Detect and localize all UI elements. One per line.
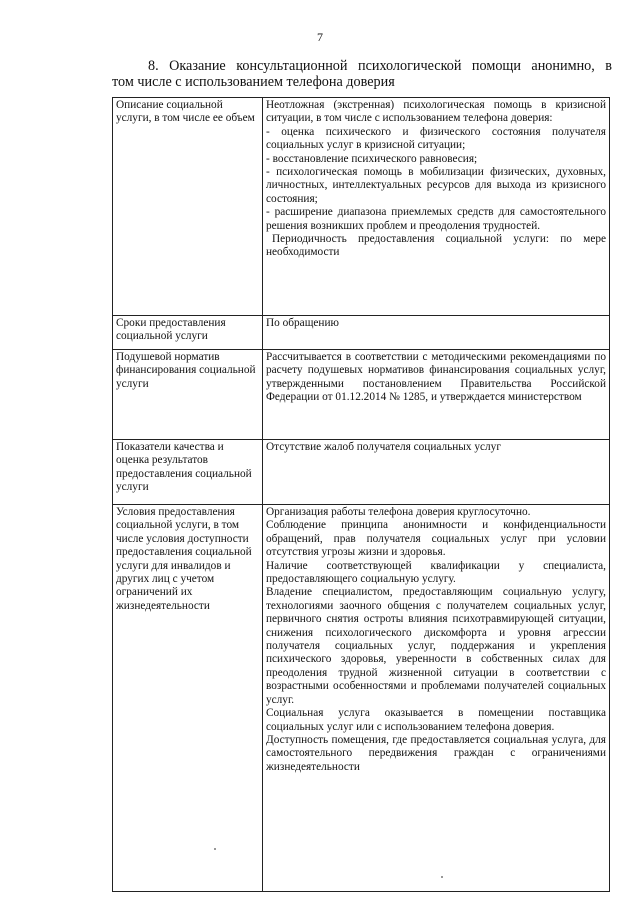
row-content-description: [263, 98, 610, 316]
content-paragraph: Доступность помещения, где предоставляется социальная услуга, для самостоятельного передвижения граждан с ограничениями жизнедеятельности: [266, 733, 606, 773]
table-row-funding-norm: [113, 350, 610, 440]
row-content-conditions: [263, 505, 610, 892]
row-label-quality: Показатели качества и оценка результатов предоставления социальной услуги: [113, 440, 263, 505]
scan-speck: [214, 848, 216, 850]
row-label-terms: Сроки предоставления социальной услуги: [113, 316, 263, 350]
row-content-funding-norm: [263, 350, 610, 440]
content-paragraph: Социальная услуга оказывается в помещении поставщика социальных услуг или с использованием телефона доверия.: [266, 707, 606, 733]
scan-speck: [441, 876, 443, 878]
row-content-quality: [263, 440, 610, 505]
row-label-description: Описание социальной услуги, в том числе ее объем: [113, 98, 263, 316]
content-paragraph: По обращению: [266, 317, 339, 329]
section-heading-line-1: 8. Оказание консультационной психологической помощи анонимно, в: [148, 58, 612, 74]
content-paragraph: Организация работы телефона доверия круглосуточно.: [266, 506, 531, 518]
content-paragraph: Соблюдение принципа анонимности и конфиденциальности обращений, прав получателя социальных услуг при условии отсутствия угрозы жизни и здоровья.: [266, 519, 606, 559]
content-paragraph: Отсутствие жалоб получателя социальных услуг: [266, 441, 501, 453]
content-list-item: - расширение диапазона приемлемых средств для самостоятельного решения возникших проблем и преодоления трудностей.: [266, 206, 606, 232]
section-heading-line-2: том числе с использованием телефона доверия: [112, 74, 395, 90]
page-number: 7: [317, 30, 323, 44]
table-row-terms: [113, 316, 610, 350]
table-row-description: [113, 98, 610, 316]
row-label-conditions: Условия предоставления социальной услуги, в том числе условия доступности предоставления социальной услуги для инвалидов и других лиц с учетом ограничений их жизнедеятельности: [113, 505, 263, 892]
service-table: [112, 97, 610, 892]
content-paragraph: Рассчитывается в соответствии с методическими рекомендациями по расчету подушевых нормативов финансирования социальных услуг, утвержденными постановлением Правительства Российской Федерации от 01.12.2014 № 1285, и утверждается министерством: [266, 351, 606, 404]
content-paragraph: Владение специалистом, предоставляющим социальную услугу, технологиями заочного общения с получателем социальных услуг, первичного снятия остроты влияния психотравмирующей ситуации, снижения психологического дискомфорта и уровня агрессии получателя социальных услуг, поддержания и укрепления психического здоровья, уверенности в собственных силах для преодоления трудной жизненной ситуации в соответствии с возрастными особенностями и проблемами получателей социальных услуг.: [266, 586, 606, 706]
content-list-item: - восстановление психического равновесия;: [266, 152, 478, 165]
content-paragraph: Периодичность предоставления социальной услуги: по мере необходимости: [266, 233, 606, 259]
content-paragraph: Наличие соответствующей квалификации у специалиста, предоставляющего социальную услугу.: [266, 559, 606, 586]
table-row-conditions: [113, 505, 610, 892]
row-label-funding-norm: Подушевой норматив финансирования социальной услуги: [113, 350, 263, 440]
content-list-item: - психологическая помощь в мобилизации физических, духовных, личностных, интеллектуальных ресурсов для выхода из кризисного состояния;: [266, 166, 606, 205]
row-content-terms: [263, 316, 610, 350]
table-row-quality: [113, 440, 610, 505]
section-heading: [112, 58, 612, 90]
content-list-item: - оценка психического и физического состояния получателя социальных услуг в кризисной ситуации;: [266, 125, 606, 152]
content-paragraph: Неотложная (экстренная) психологическая помощь в кризисной ситуации, в том числе с использованием телефона доверия:: [266, 99, 606, 125]
